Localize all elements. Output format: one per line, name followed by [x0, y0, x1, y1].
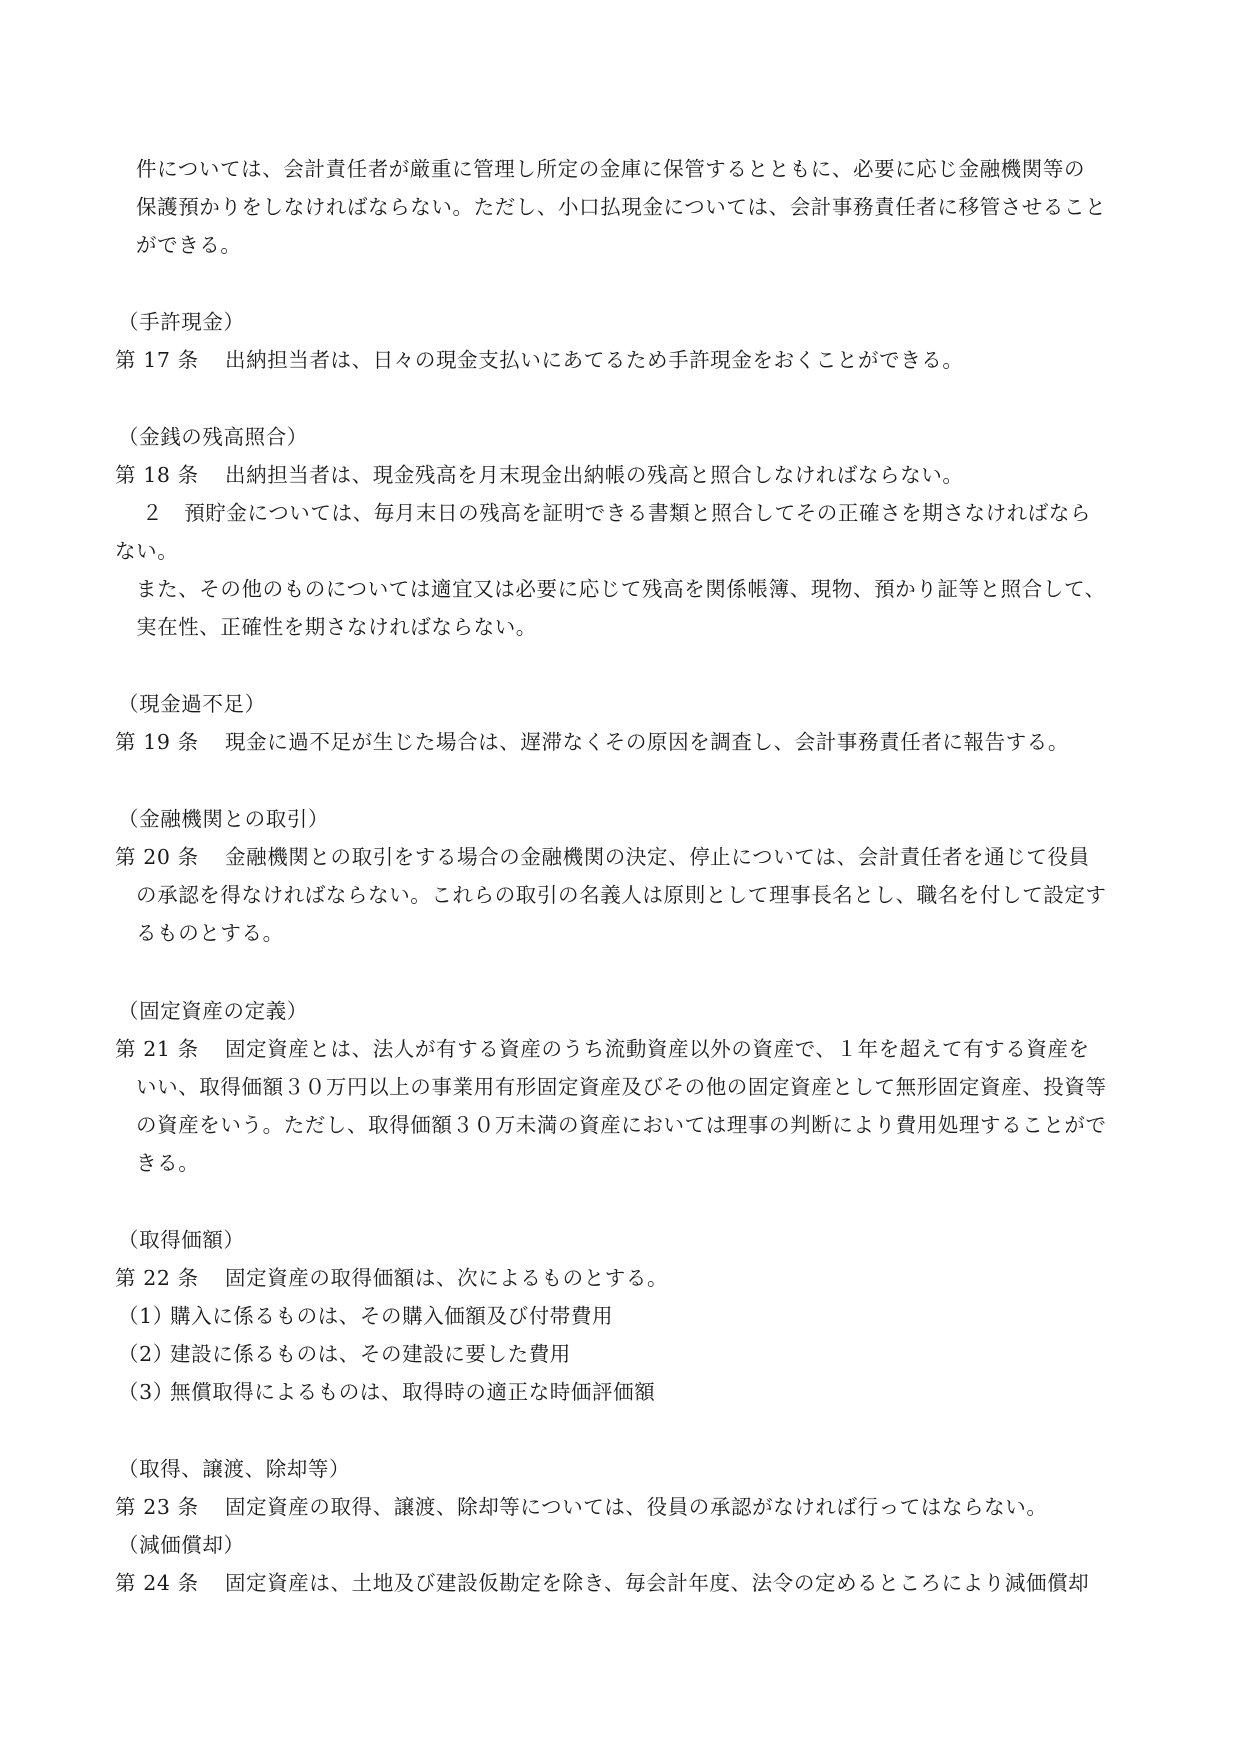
article-18-paragraph-2-cont: ない。	[115, 539, 179, 563]
article-21-cont: いい、取得価額３０万円以上の事業用有形固定資産及びその他の固定資産として無形固定資産、投資等	[136, 1075, 1107, 1099]
article-number: 第 17 条	[115, 348, 199, 372]
list-item	[118, 1335, 1138, 1373]
item-text: 建設に係るものは、その建設に要した費用	[170, 1342, 571, 1366]
paragraph-line: 保護預かりをしなければならない。ただし、小口払現金については、会計事務責任者に移管させること	[136, 195, 1107, 219]
article-text: 現金に過不足が生じた場合は、遅滞なくその原因を調査し、会計事務責任者に報告する。	[225, 730, 1069, 754]
article-23	[115, 1488, 1135, 1526]
article-20-cont: の承認を得なければならない。これらの取引の名義人は原則として理事長名とし、職名を付して設定す	[136, 883, 1107, 907]
article-23-heading: （取得、譲渡、除却等）	[118, 1457, 351, 1481]
item-number: （2）	[118, 1342, 174, 1366]
article-number: 第 18 条	[115, 463, 199, 487]
article-21-cont: の資産をいう。ただし、取得価額３０万未満の資産においては理事の判断により費用処理することがで	[136, 1113, 1107, 1137]
article-22-heading: （取得価額）	[118, 1228, 245, 1252]
article-18-paragraph-3-cont: 実在性、正確性を期さなければならない。	[136, 615, 537, 639]
article-24	[115, 1564, 1135, 1602]
article-text: 固定資産の取得価額は、次によるものとする。	[225, 1266, 669, 1290]
article-21	[115, 1030, 1135, 1068]
item-number: （1）	[118, 1304, 174, 1328]
article-20-heading: （金融機関との取引）	[118, 807, 329, 831]
article-21-heading: （固定資産の定義）	[118, 999, 308, 1023]
list-item	[118, 1297, 1138, 1335]
article-22	[115, 1259, 1135, 1297]
article-17-heading: （手許現金）	[118, 310, 245, 334]
article-21-cont: きる。	[136, 1151, 200, 1175]
article-20	[115, 838, 1135, 876]
article-18-paragraph-2: ２ 預貯金については、毎月末日の残高を証明できる書類と照合してその正確さを期さなければなら	[142, 501, 1092, 525]
paragraph-line: ができる。	[136, 233, 242, 257]
article-number: 第 19 条	[115, 730, 199, 754]
article-text: 固定資産は、土地及び建設仮勘定を除き、毎会計年度、法令の定めるところにより減価償却	[225, 1571, 1090, 1595]
article-text: 出納担当者は、日々の現金支払いにあてるため手許現金をおくことができる。	[225, 348, 964, 372]
article-number: 第 24 条	[115, 1571, 199, 1595]
article-number: 第 22 条	[115, 1266, 199, 1290]
article-number: 第 23 条	[115, 1495, 199, 1519]
item-number: （3）	[118, 1380, 174, 1404]
article-text: 金融機関との取引をする場合の金融機関の決定、停止については、会計責任者を通じて役員	[225, 845, 1090, 869]
article-text: 固定資産とは、法人が有する資産のうち流動資産以外の資産で、１年を超えて有する資産を	[225, 1037, 1090, 1061]
paragraph-line: 件については、会計責任者が厳重に管理し所定の金庫に保管するとともに、必要に応じ金融機関等の	[136, 157, 1086, 181]
list-item	[118, 1373, 1138, 1411]
article-19-heading: （現金過不足）	[118, 692, 266, 716]
article-number: 第 20 条	[115, 845, 199, 869]
article-18-paragraph-3: また、その他のものについては適宜又は必要に応じて残高を関係帳簿、現物、預かり証等と照合して、	[136, 577, 1106, 601]
article-text: 固定資産の取得、譲渡、除却等については、役員の承認がなければ行ってはならない。	[225, 1495, 1048, 1519]
article-number: 第 21 条	[115, 1037, 199, 1061]
article-18-heading: （金銭の残高照合）	[118, 425, 308, 449]
article-17	[115, 341, 1135, 379]
article-18	[115, 456, 1135, 494]
article-text: 出納担当者は、現金残高を月末現金出納帳の残高と照合しなければならない。	[225, 463, 964, 487]
article-20-cont: るものとする。	[136, 921, 284, 945]
article-19	[115, 723, 1135, 761]
item-text: 購入に係るものは、その購入価額及び付帯費用	[170, 1304, 614, 1328]
item-text: 無償取得によるものは、取得時の適正な時価評価額	[170, 1380, 656, 1404]
article-24-heading: （減価償却）	[118, 1533, 245, 1557]
